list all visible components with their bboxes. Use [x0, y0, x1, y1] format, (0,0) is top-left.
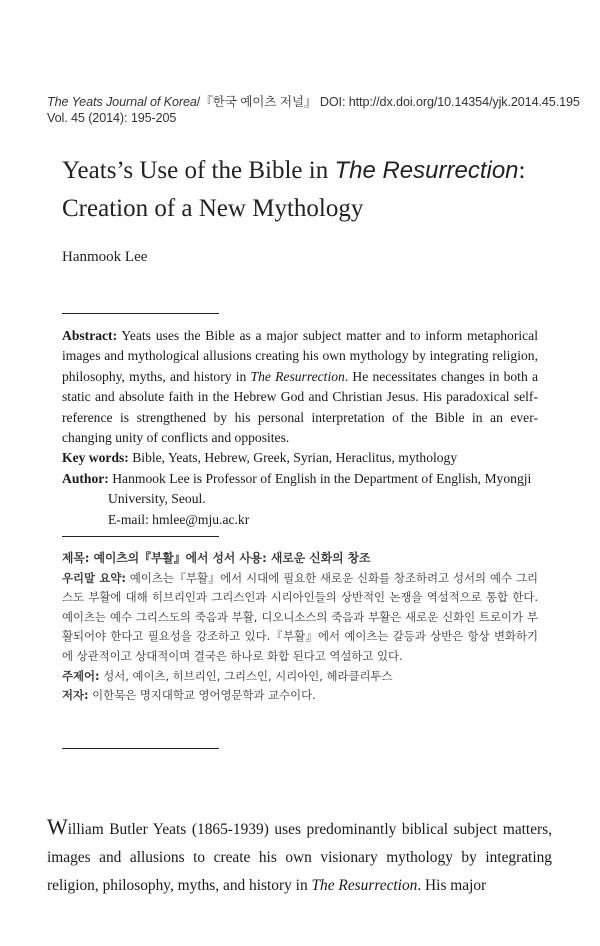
- journal-citation-line: [47, 94, 587, 110]
- korean-author-text: 이한묵은 명지대학교 영어영문학과 교수이다.: [88, 688, 316, 703]
- title-part2: :: [518, 157, 526, 184]
- title-italic: The Resurrection: [334, 157, 519, 184]
- author-name: Hanmook Lee: [62, 249, 148, 265]
- body-paragraph: [47, 813, 552, 900]
- author-email[interactable]: E-mail: hmlee@mju.ac.kr: [108, 511, 250, 527]
- author-info: [62, 469, 538, 489]
- korean-title: 제목: 예이츠의『부활』에서 성서 사용: 새로운 신화의 창조: [62, 551, 371, 565]
- korean-keywords-label: 주제어:: [62, 668, 100, 683]
- title-part1: Yeats’s Use of the Bible in: [62, 157, 335, 184]
- korean-keywords-text: 성서, 예이츠, 히브리인, 그리스인, 시리아인, 헤라클리투스: [99, 668, 393, 683]
- keywords-text: Bible, Yeats, Hebrew, Greek, Syrian, Heraclitus, mythology: [128, 450, 458, 466]
- korean-author: [62, 686, 538, 706]
- english-abstract: [62, 326, 538, 530]
- article-title: [62, 152, 582, 228]
- abstract-text-end: . He necessitates changes in both a static and absolute faith in the Hebrew God and Christian Jesus. His paradoxical self-reference is strengthened by his personal interpretation of the Bible in an ever-changing unity of conflicts and opposites.: [62, 368, 538, 446]
- journal-korean-name: /『한국 예이츠 저널』: [196, 95, 317, 109]
- author-info-text: Hanmook Lee is Professor of English in the Department of English, Myongji: [108, 470, 532, 486]
- volume-line: Vol. 45 (2014): 195-205: [47, 111, 177, 125]
- abstract-text: Yeats uses the Bible as a major subject matter and to inform metaphorical images and mythological allusions creating his own mythology by integrating religion, philosophy, myths, and history in: [62, 328, 538, 384]
- korean-author-label: 저자:: [62, 688, 89, 703]
- body-italic: The Resurrection: [311, 877, 418, 894]
- abstract-italic: The Resurrection: [250, 368, 345, 384]
- korean-summary-label: 우리말 요약:: [62, 570, 126, 585]
- keywords-label: Key words:: [62, 450, 129, 466]
- doi-link[interactable]: DOI: http://dx.doi.org/10.14354/yjk.2014.45.195: [316, 95, 580, 109]
- author-affiliation: University, Seoul.: [108, 491, 206, 507]
- author-label: Author:: [62, 470, 109, 486]
- body-text-end: . His major: [417, 877, 487, 894]
- korean-abstract: [62, 549, 538, 706]
- body-text-start: illiam Butler Yeats (1865-1939) uses predominantly biblical subject matters, images and allusions to create his own visionary mythology by integrating religion, philosophy, myths, and history in: [47, 821, 552, 894]
- keywords: [62, 448, 538, 468]
- drop-cap: W: [47, 814, 68, 839]
- divider-top: [62, 313, 219, 314]
- divider-bottom: [62, 748, 219, 749]
- body-text: [47, 813, 552, 900]
- korean-summary-text: 예이츠는『부활』에서 시대에 필요한 새로운 신화를 창조하려고 성서의 예수 그리스도 부활에 대해 히브리인과 그리스인과 시리아인들의 상반적인 논쟁을 역설적으로 통합 한다. 예이츠는 예수 그리스도의 죽음과 부활, 디오니소스의 죽음과 부활은 새로운 신화인 트로이가 부활되어야 한다고 필요성을 강조하고 있다.『부활』에서 예이츠는 갈등과 상반은 항상 변화하기에 상관적이고 상대적이며 결국은 하나로 화합 된다고 역설하고 있다.: [62, 570, 538, 663]
- abstract-label: Abstract:: [62, 328, 118, 343]
- korean-summary: [62, 569, 538, 667]
- running-header: [47, 94, 587, 126]
- korean-keywords: [62, 667, 538, 687]
- journal-name: The Yeats Journal of Korea: [47, 95, 197, 109]
- divider-middle: [62, 536, 219, 537]
- abstract-paragraph: [62, 326, 538, 448]
- title-line2: Creation of a New Mythology: [62, 195, 364, 222]
